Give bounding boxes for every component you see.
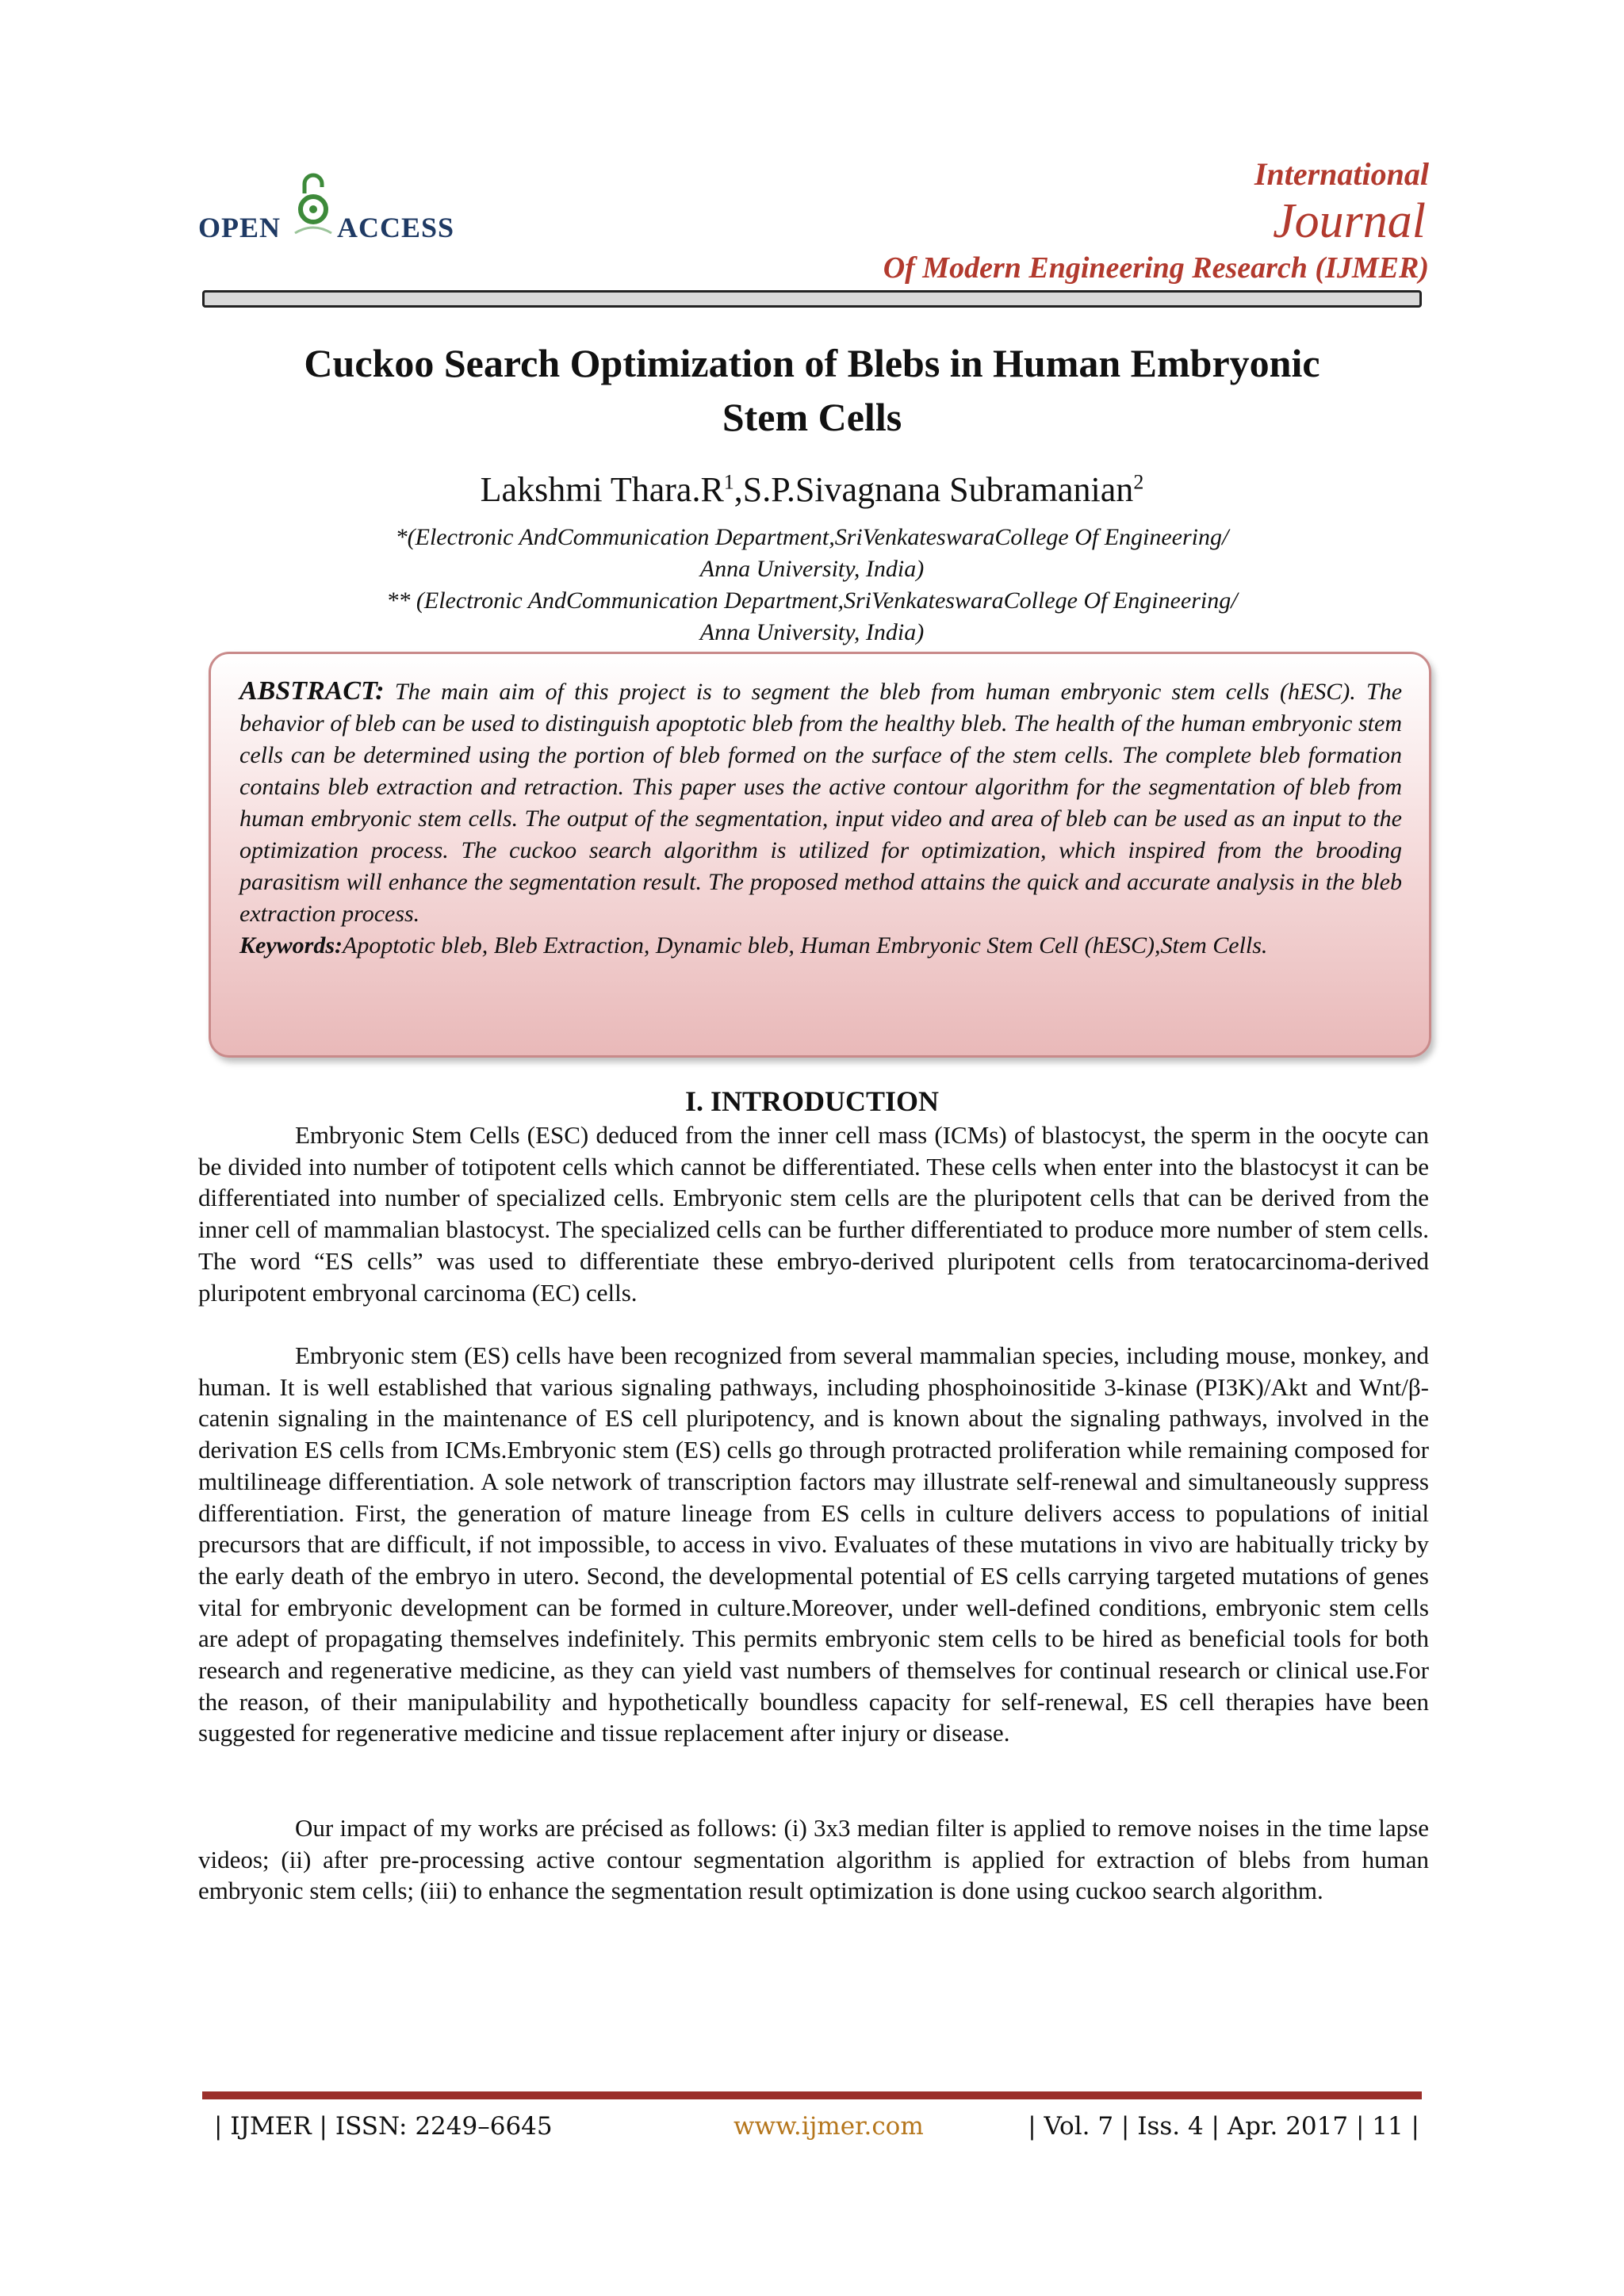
paper-title-line1: Cuckoo Search Optimization of Blebs in Human Embryonic: [304, 341, 1320, 385]
journal-name-line1: International: [1254, 156, 1429, 192]
intro-paragraph-3: [198, 1812, 1429, 1907]
access-label: ACCESS: [337, 212, 455, 243]
affiliation-2: [0, 585, 1624, 649]
affiliation-2-line2: Anna University, India): [699, 619, 925, 645]
footer-website-link[interactable]: www.ijmer.com: [733, 2112, 924, 2141]
journal-name-line2: Journal: [1273, 194, 1426, 248]
footer-issn: | IJMER | ISSN: 2249–6645: [214, 2112, 553, 2141]
affiliation-1: [0, 522, 1624, 585]
open-access-logo-icon: [293, 166, 333, 242]
affiliation-1-line2: Anna University, India): [699, 556, 925, 582]
author-2-sup: 2: [1133, 470, 1144, 494]
intro-paragraph-1-text: Embryonic Stem Cells (ESC) deduced from the inner cell mass (ICMs) of blastocyst, the sperm in the oocyte can be divided into number of totipotent cells which cannot be differentiated. These cells when enter into the blastocyst it can be differentiated into number of specialized cells. Embryonic stem cells are the pluripotent cells that can be derived from the inner cell of mammalian blastocyst. The specialized cells can be further differentiated to produce more number of stem cells. The word “ES cells” was used to differentiate these embryo-derived pluripotent cells from teratocarcinoma-derived pluripotent embryonal carcinoma (EC) cells.: [198, 1121, 1429, 1307]
section-heading-introduction: I. INTRODUCTION: [684, 1085, 940, 1117]
intro-paragraph-2: [198, 1340, 1429, 1749]
footer-divider: [202, 2091, 1422, 2099]
affiliation-2-line1: ** (Electronic AndCommunication Department,SriVenkateswaraCollege Of Engineering/: [386, 587, 1238, 614]
abstract-label: ABSTRACT:: [239, 676, 385, 706]
abstract-text: [239, 675, 1402, 962]
journal-name-line3: Of Modern Engineering Research (IJMER): [883, 251, 1429, 285]
author-2: ,S.P.Sivagnana Subramanian: [733, 470, 1134, 509]
footer-volume-info: | Vol. 7 | Iss. 4 | Apr. 2017 | 11 |: [1028, 2112, 1419, 2141]
open-label: OPEN: [198, 212, 282, 243]
intro-paragraph-3-text: Our impact of my works are précised as follows: (i) 3x3 median filter is applied to remove noises in the time lapse videos; (ii) after pre-processing active contour segmentation algorithm is applied for extraction of blebs from human embryonic stem cells; (iii) to enhance the segmentation result optimization is done using cuckoo search algorithm.: [198, 1814, 1429, 1905]
header-divider: [202, 290, 1422, 308]
paper-title-line2: Stem Cells: [722, 395, 902, 439]
authors: [0, 469, 1624, 510]
author-1-sup: 1: [723, 470, 734, 494]
paper-title: [0, 336, 1624, 444]
affiliation-1-line1: *(Electronic AndCommunication Department,SriVenkateswaraCollege Of Engineering/: [395, 524, 1229, 550]
keywords-label: Keywords:: [239, 932, 343, 959]
abstract-body: The main aim of this project is to segment the bleb from human embryonic stem cells (hESC). The behavior of bleb can be used to distinguish apoptotic bleb from the healthy bleb. The health of the human embryonic stem cells can be determined using the portion of bleb formed on the surface of the stem cells. The complete bleb formation contains bleb extraction and retraction. This paper uses the active contour algorithm for the segmentation of bleb from human embryonic stem cells. The output of the segmentation, input video and area of bleb can be used as an input to the optimization process. The cuckoo search algorithm is utilized for optimization, which inspired from the brooding parasitism will enhance the segmentation result. The proposed method attains the quick and accurate analysis in the bleb extraction process.: [239, 679, 1403, 927]
author-1: Lakshmi Thara.R: [480, 470, 724, 509]
intro-paragraph-2-text: Embryonic stem (ES) cells have been recognized from several mammalian species, including mouse, monkey, and human. It is well established that various signaling pathways, including phosphoinositide 3-kinase (PI3K)/Akt and Wnt/β-catenin signaling in the maintenance of ES cell pluripotency, and is known about the signaling pathways, involved in the derivation ES cells from ICMs.Embryonic stem (ES) cells go through protracted proliferation while remaining composed for multilineage differentiation. A sole network of transcription factors may illustrate self-renewal and simultaneously suppress differentiation. First, the generation of mature lineage from ES cells in culture delivers access to populations of initial precursors that are difficult, if not impossible, to access in vivo. Evaluates of these mutations in vivo are habitually tricky by the early death of the embryo in utero. Second, the developmental potential of ES cells carrying targeted mutations of genes vital for embryonic development can be formed in culture.Moreover, under well-defined conditions, embryonic stem cells are adept of propagating themselves indefinitely. This permits embryonic stem cells to be hired as beneficial tools for both research and regenerative medicine, as they can yield vast numbers of themselves for continual research or clinical use.For the reason, of their manipulability and hypothetically boundless capacity for self-renewal, ES cell therapies have been suggested for regenerative medicine and tissue replacement after injury or disease.: [198, 1341, 1429, 1747]
intro-paragraph-1: [198, 1119, 1429, 1308]
keywords-body: Apoptotic bleb, Bleb Extraction, Dynamic bleb, Human Embryonic Stem Cell (hESC),Stem Cells.: [343, 932, 1268, 959]
